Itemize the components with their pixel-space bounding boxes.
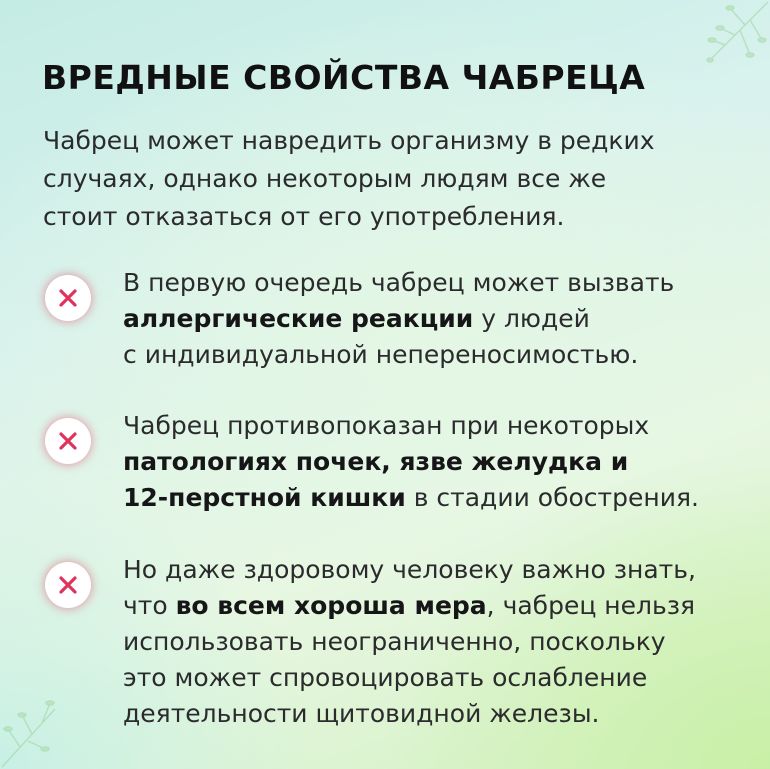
list-item-line: использовать неограниченно, поскольку — [123, 627, 666, 656]
list-item-text — [123, 408, 763, 516]
list-item-line: что — [123, 591, 176, 620]
list-item-line: у людей — [473, 304, 590, 333]
cross-icon — [45, 275, 91, 321]
cross-icon — [45, 418, 91, 464]
highlight-text: 12-перстной кишки — [123, 483, 406, 512]
list-item-line: Но даже здоровому человеку важно знать, — [123, 555, 696, 584]
cross-icon — [45, 562, 91, 608]
intro-line: случаях, однако некоторым людям все же — [43, 164, 607, 193]
intro-line: стоит отказаться от его употребления. — [43, 202, 565, 231]
highlight-text: во всем хороша мера — [175, 591, 487, 620]
intro-line: Чабрец может навредить организму в редких — [43, 126, 655, 155]
list-item-line: в стадии обострения. — [405, 483, 699, 512]
list-item-line: , чабрец нельзя — [486, 591, 696, 620]
thyme-sprig-decoration — [650, 0, 770, 110]
list-item-text — [123, 265, 763, 373]
thyme-sprig-decoration — [0, 689, 90, 769]
list-item-text — [123, 552, 763, 732]
list-item-line: Чабрец противопоказан при некоторых — [123, 411, 650, 440]
highlight-text: патологиях почек, язве желудка и — [123, 447, 629, 476]
list-item-line: с индивидуальной непереносимостью. — [123, 340, 639, 369]
list-item-line: деятельности щитовидной железы. — [123, 699, 600, 728]
list-item-line: В первую очередь чабрец может вызвать — [123, 268, 675, 297]
highlight-text: аллергические реакции — [123, 304, 474, 333]
intro-paragraph — [43, 122, 743, 236]
page-title: ВРЕДНЫЕ СВОЙСТВА ЧАБРЕЦА — [42, 58, 646, 97]
list-item-line: это может спровоцировать ослабление — [123, 663, 648, 692]
